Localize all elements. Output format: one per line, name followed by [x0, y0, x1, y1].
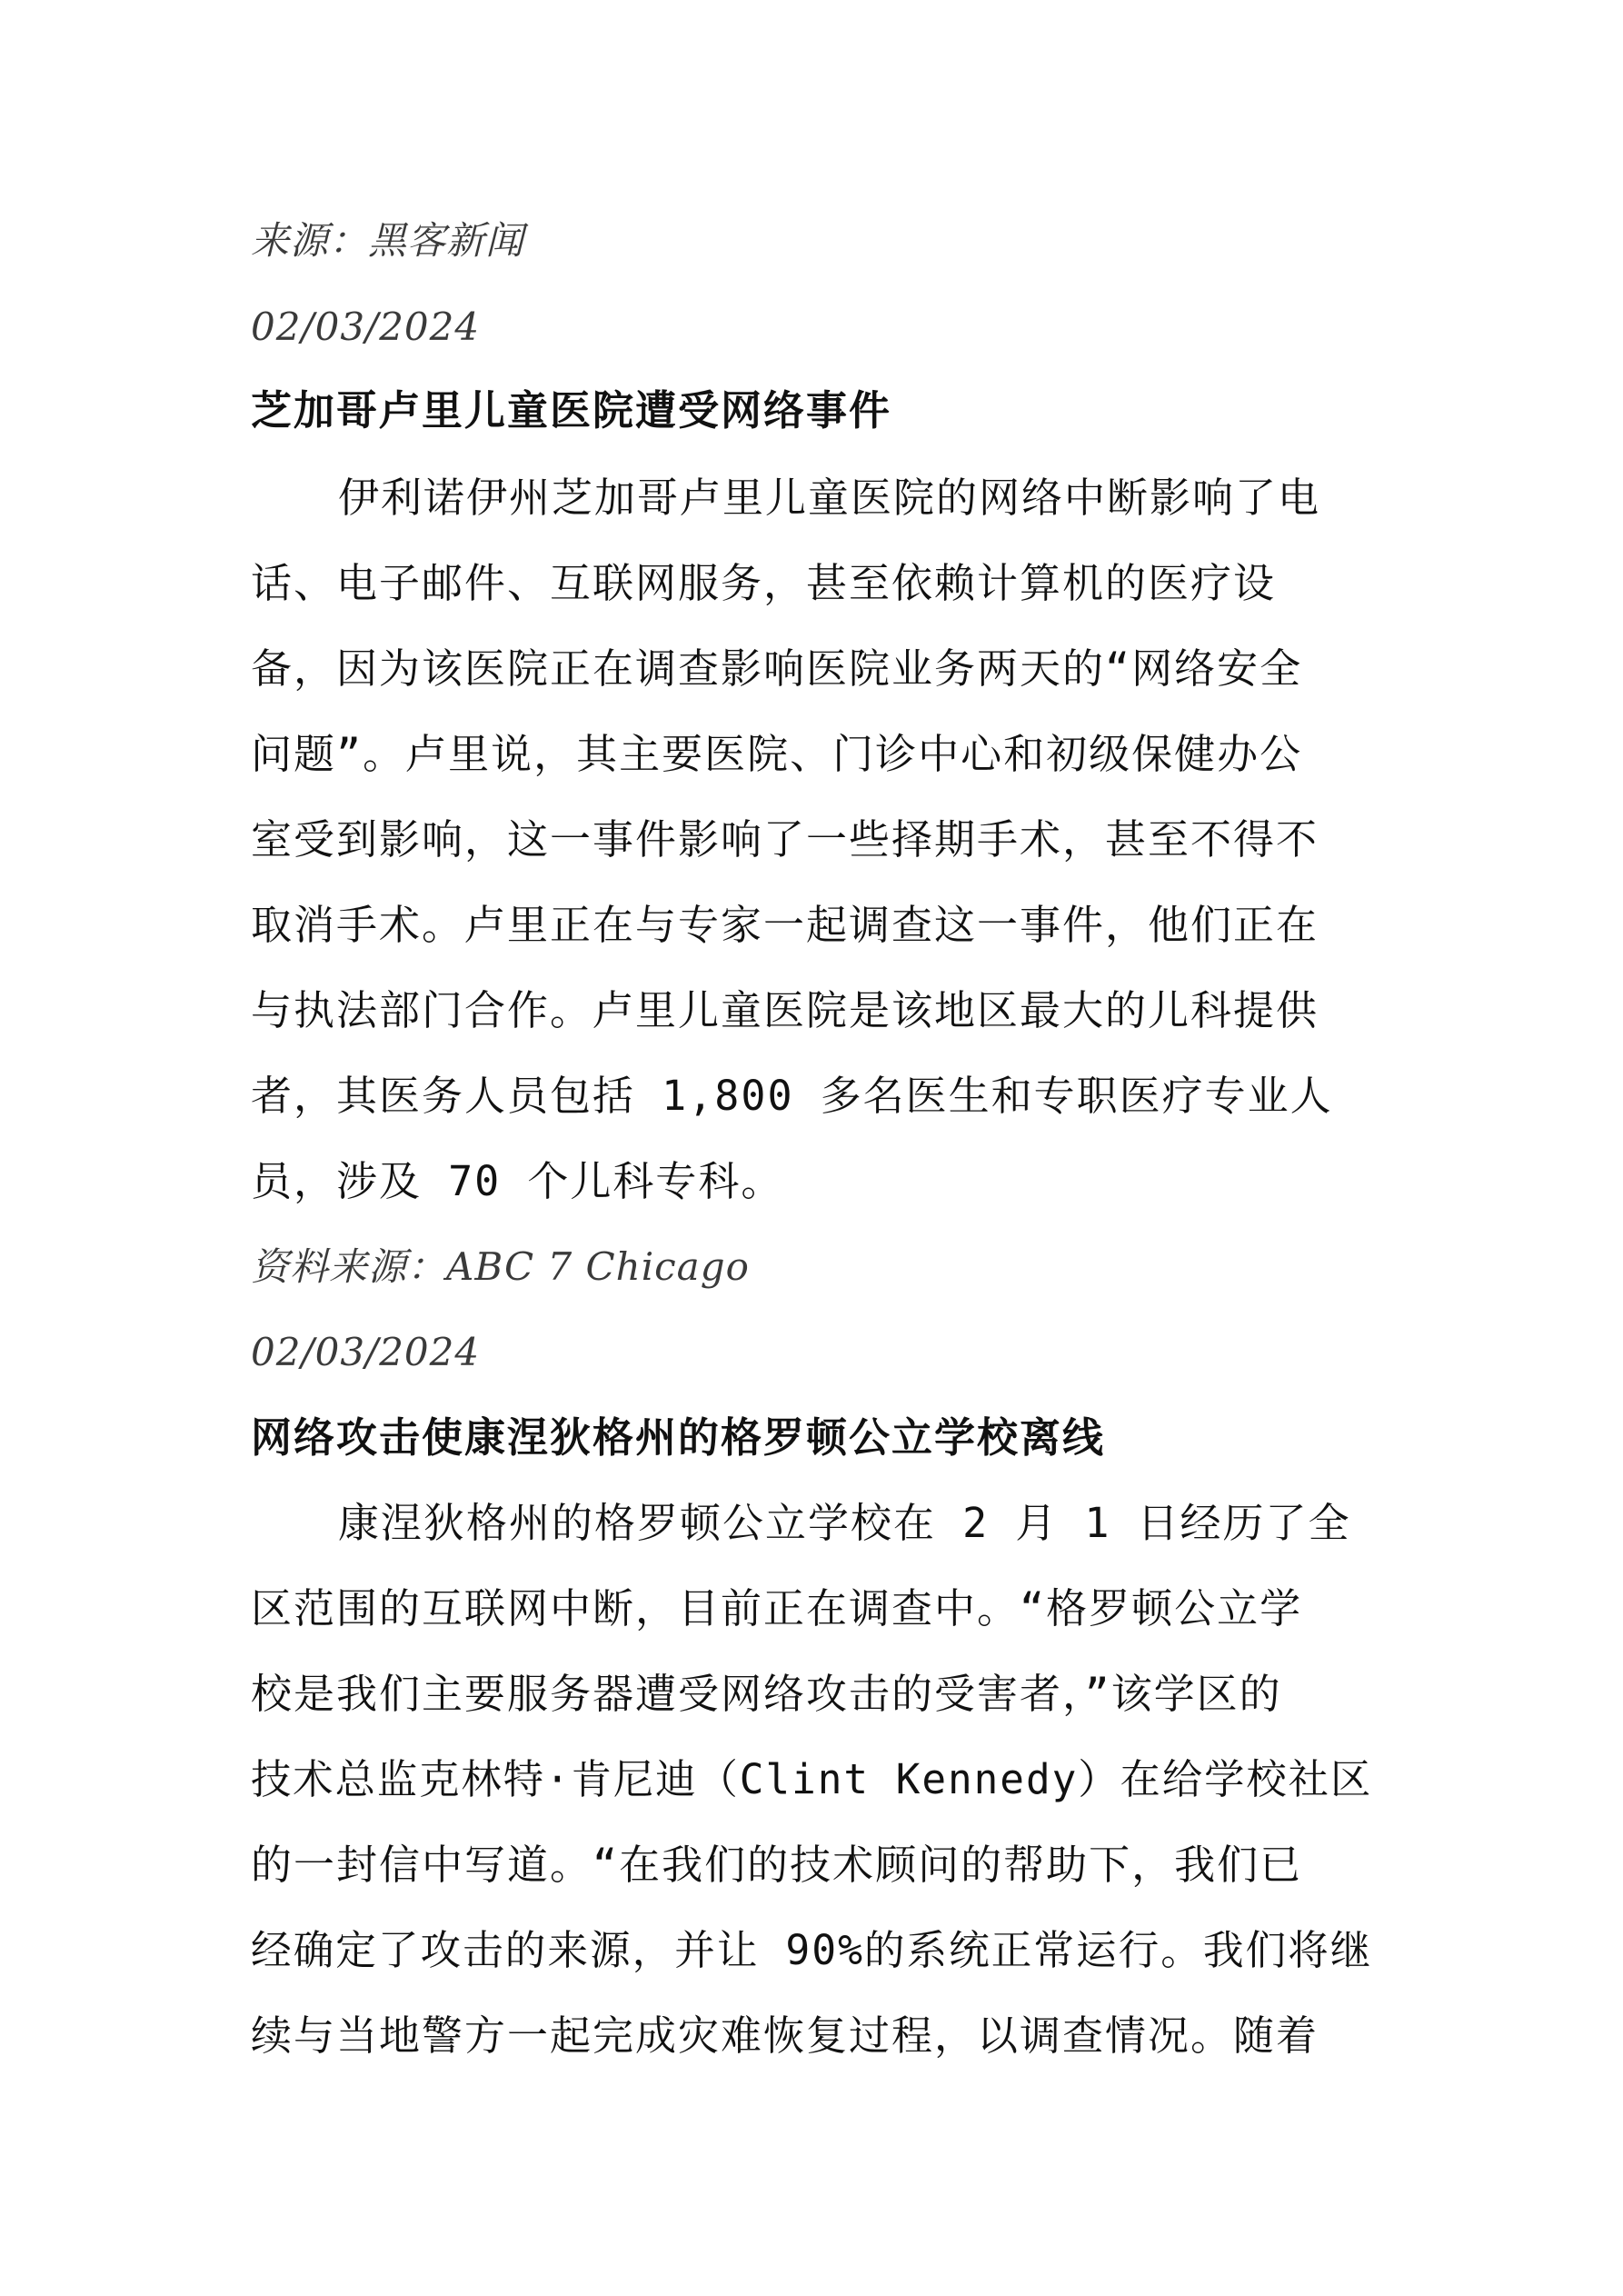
- paragraph-line: 取消手术。卢里正在与专家一起调查这一事件，他们正在: [251, 901, 1319, 949]
- paragraph-line: 室受到影响，这一事件影响了一些择期手术，甚至不得不: [251, 815, 1319, 863]
- paragraph-line: 区范围的互联网中断，目前正在调查中。“格罗顿公立学: [251, 1584, 1303, 1632]
- paragraph-line: 的一封信中写道。“在我们的技术顾问的帮助下，我们已: [251, 1841, 1303, 1889]
- article-source: 资料来源：ABC 7 Chicago: [251, 1244, 750, 1289]
- paragraph-line: 者，其医务人员包括 1,800 多名医生和专职医疗专业人: [251, 1072, 1333, 1120]
- paragraph-line: 与执法部门合作。卢里儿童医院是该地区最大的儿科提供: [251, 986, 1319, 1034]
- paragraph-line: 康涅狄格州的格罗顿公立学校在 2 月 1 日经历了全: [338, 1499, 1351, 1547]
- paragraph-line: 问题”。卢里说，其主要医院、门诊中心和初级保健办公: [251, 730, 1303, 778]
- paragraph-line: 校是我们主要服务器遭受网络攻击的受害者，”该学区的: [251, 1670, 1282, 1718]
- paragraph-line: 备，因为该医院正在调查影响医院业务两天的“网络安全: [251, 644, 1303, 693]
- paragraph-line: 伊利诺伊州芝加哥卢里儿童医院的网络中断影响了电: [338, 474, 1321, 522]
- article-title: 网络攻击使康涅狄格州的格罗顿公立学校离线: [251, 1413, 1106, 1462]
- paragraph-line: 员，涉及 70 个儿科专科。: [251, 1157, 784, 1205]
- article-date: 02/03/2024: [251, 304, 481, 349]
- article-title: 芝加哥卢里儿童医院遭受网络事件: [251, 386, 892, 434]
- paragraph-line: 续与当地警方一起完成灾难恢复过程，以调查情况。随着: [251, 2011, 1319, 2060]
- paragraph-line: 话、电子邮件、互联网服务，甚至依赖计算机的医疗设: [251, 559, 1277, 607]
- article-source: 来源：黑客新闻: [251, 218, 525, 263]
- article-date: 02/03/2024: [251, 1330, 481, 1374]
- paragraph-line: 经确定了攻击的来源，并让 90%的系统正常运行。我们将继: [251, 1926, 1373, 1974]
- paragraph-line: 技术总监克林特·肯尼迪（Clint Kennedy）在给学校社区: [251, 1755, 1373, 1803]
